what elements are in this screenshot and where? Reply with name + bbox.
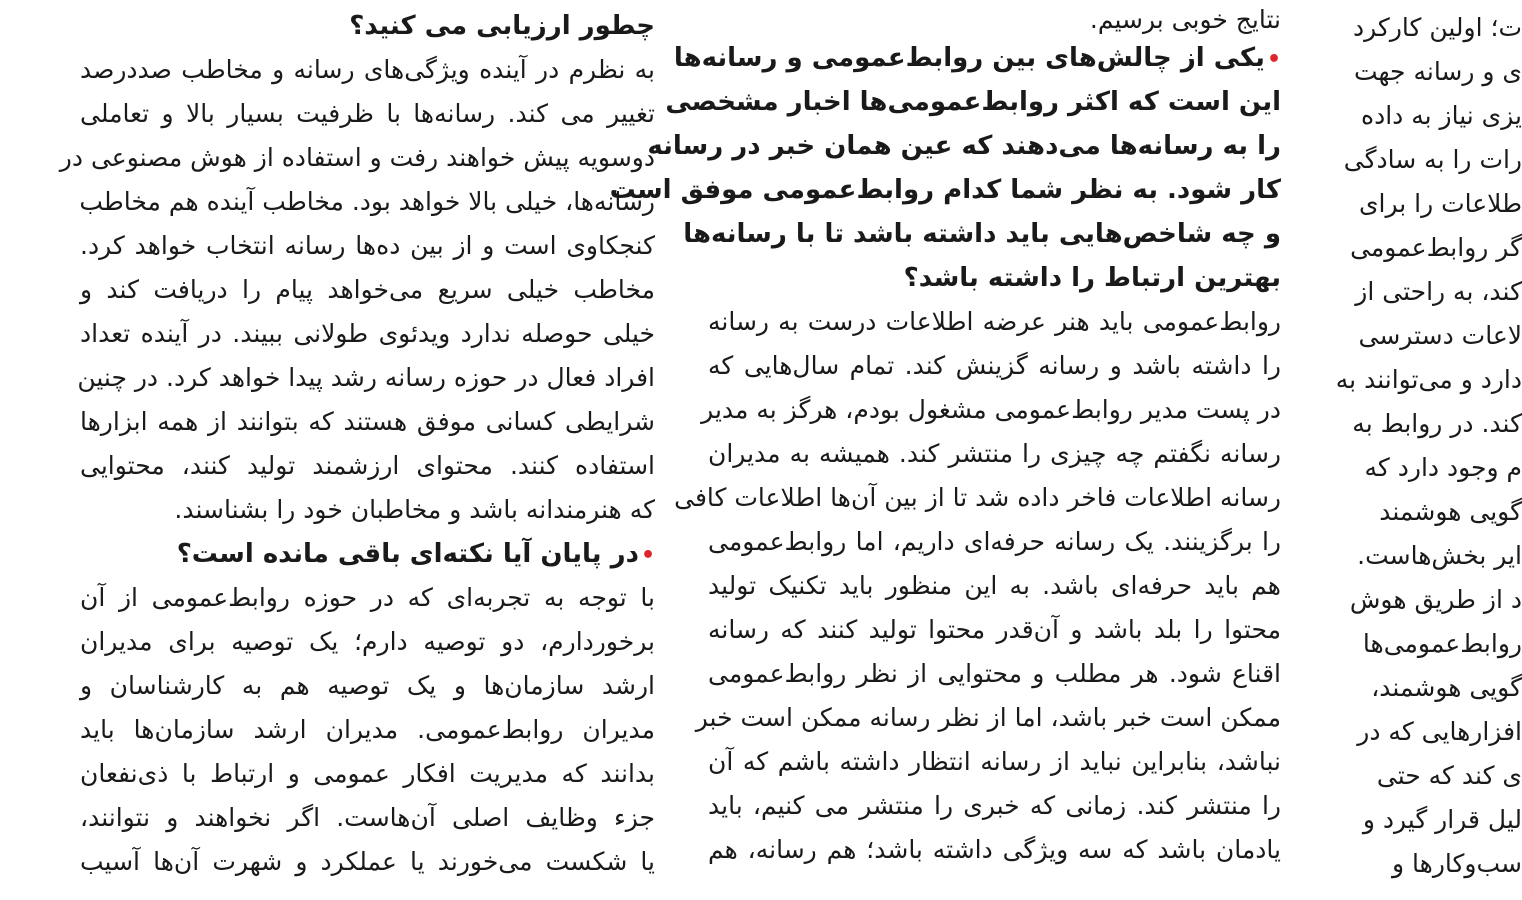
left-paragraph-1 (59, 48, 655, 532)
text-line: مخاطب خیلی سریع می‌خواهد پیام را دریافت کند و (80, 275, 655, 304)
text-line: که هنرمندانه باشد و مخاطبان خود را بشناسند. (174, 495, 655, 524)
text-line: تغییر می کند. رسانه‌ها با ظرفیت بسیار بالا و تعاملی (80, 99, 655, 128)
text-line: رات را به سادگی (1343, 145, 1522, 174)
text-line: لاعات دسترسی (1358, 321, 1522, 350)
text-line: سب‌وکارها و (1392, 849, 1522, 878)
text-line: ت؛ اولین کارکرد (1352, 13, 1522, 42)
text-line: ی کند که حتی (1376, 761, 1522, 790)
text-line: را برگزینند. یک رسانه حرفه‌ای داریم، اما روابط‌عمومی (708, 527, 1281, 556)
text-line: گویی هوشمند، (1371, 673, 1522, 702)
text-line: استفاده کنند. محتوای ارزشمند تولید کنند، محتوایی (80, 451, 655, 480)
red-bullet-icon: • (640, 543, 655, 568)
question-line: و چه شاخص‌هایی باید داشته باشد تا با رسانه‌ها (683, 219, 1281, 249)
text-line: کنجکاوی است و از بین ده‌ها رسانه انتخاب خواهد کرد. (80, 231, 655, 260)
question-line: را به رسانه‌ها می‌دهند که عین همان خبر در رسانه (647, 131, 1281, 161)
heading-final-note-text: در پایان آیا نکته‌ای باقی مانده است؟ (176, 539, 639, 569)
left-paragraph-2 (80, 576, 655, 884)
text-line: برخوردارم، دو توصیه دارم؛ یک توصیه برای مدیران (80, 627, 655, 656)
text-line: یادمان باشد که سه ویژگی داشته باشد؛ هم رسانه، هم (708, 835, 1281, 864)
text-line: را منتشر کند. زمانی که خبری را منتشر می کنیم، باید (708, 791, 1281, 820)
heading-evaluation: چطور ارزیابی می کنید؟ (349, 11, 655, 41)
text-line: نباشد، بنابراین نباید از رسانه انتظار داشته باشم که آن (708, 747, 1281, 776)
text-line: را داشته باشد و رسانه گزینش کند. تمام سال‌هایی که (708, 351, 1281, 380)
text-line: ایر بخش‌هاست. (1357, 541, 1522, 570)
text-line: اقناع شود. هر مطلب و محتوایی از نظر روابط‌عمومی (708, 659, 1281, 688)
question-line: •یکی از چالش‌های بین روابط‌عمومی و رسانه‌ها (673, 43, 1281, 73)
text-line: ارشد سازمان‌ها و یک توصیه هم به کارشناسان و (80, 671, 655, 700)
text-line: گر روابط‌عمومی (1350, 233, 1522, 262)
right-column-text (1332, 6, 1522, 886)
text-line: به نظرم در آینده ویژگی‌های رسانه و مخاطب صددرصد (80, 55, 655, 84)
text-line: روابط‌عمومی‌ها (1362, 629, 1522, 658)
text-line: محتوا را بلد باشد و آن‌قدر محتوا تولید کنند که رسانه (708, 615, 1281, 644)
text-line: د از طریق هوش (1349, 585, 1522, 614)
text-line: با توجه به تجربه‌ای که در حوزه روابط‌عمومی از آن (80, 583, 655, 612)
text-line: ممکن است خبر باشد، اما از نظر رسانه ممکن است خبر (695, 703, 1281, 732)
answer-paragraph (674, 300, 1281, 872)
text-line: دارد و می‌توانند به (1335, 365, 1522, 394)
text-line: جزء وظایف اصلی آن‌هاست. اگر نخواهند و نتوانند، (80, 803, 655, 832)
question-block (609, 36, 1281, 300)
text-line: رسانه نگفتم چه چیزی را منتشر کند. همیشه به مدیران (708, 439, 1281, 468)
text-line: کند. در روابط به (1352, 409, 1522, 438)
text-line: افراد فعال در حوزه رسانه رشد پیدا خواهد کرد. در چنین (77, 363, 655, 392)
text-line: کند، به راحتی از (1355, 277, 1522, 306)
heading-final-note (80, 532, 655, 576)
question-line: بهترین ارتباط را داشته باشد؟ (903, 263, 1281, 293)
text-line: خیلی حوصله ندارد ویدئوی طولانی ببیند. در آینده تعداد (80, 319, 655, 348)
text-line: م وجود دارد که (1364, 453, 1522, 482)
right-column (1332, 0, 1522, 900)
left-column (59, 0, 655, 900)
text-line: نتایج خوبی برسیم. (1089, 5, 1281, 34)
text-line: افزارهایی که در (1357, 717, 1522, 746)
text-line: لیل قرار گیرد و (1362, 805, 1522, 834)
text-line: ی و رسانه جهت (1353, 57, 1522, 86)
text-line: یزی نیاز به داده (1360, 101, 1522, 130)
question-line: کار شود. به نظر شما کدام روابط‌عمومی موفق است (609, 175, 1281, 205)
text-line: در پست مدیر روابط‌عمومی مشغول بودم، هرگز به مدیر (701, 395, 1281, 424)
middle-column (609, 0, 1281, 900)
text-line: بدانند که مدیریت افکار عمومی و ارتباط با ذی‌نفعان (80, 759, 655, 788)
text-line: روابط‌عمومی باید هنر عرضه اطلاعات درست به رسانه (708, 307, 1281, 336)
text-line: مدیران روابط‌عمومی. مدیران ارشد سازمان‌ها باید (80, 715, 655, 744)
text-line: رسانه اطلاعات فاخر داده شد تا از بین آن‌ها اطلاعات کافی (674, 483, 1281, 512)
text-line: گویی هوشمند (1379, 497, 1522, 526)
question-line: این است که اکثر روابط‌عمومی‌ها اخبار مشخصی (665, 87, 1281, 117)
text-line: شرایطی کسانی موفق هستند که بتوانند از همه ابزارها (80, 407, 655, 436)
text-line: هم باید حرفه‌ای باشد. به این منظور باید تکنیک تولید (708, 571, 1281, 600)
red-bullet-icon: • (1266, 47, 1281, 72)
text-line: یا شکست می‌خورند یا عملکرد و شهرت آن‌ها آسیب (80, 847, 655, 876)
text-line: رسانه‌ها، خیلی بالا خواهد بود. مخاطب آینده هم مخاطب (79, 187, 655, 216)
text-line: طلاعات را برای (1358, 189, 1522, 218)
text-line: دوسویه پیش خواهند رفت و استفاده از هوش مصنوعی در (59, 143, 655, 172)
